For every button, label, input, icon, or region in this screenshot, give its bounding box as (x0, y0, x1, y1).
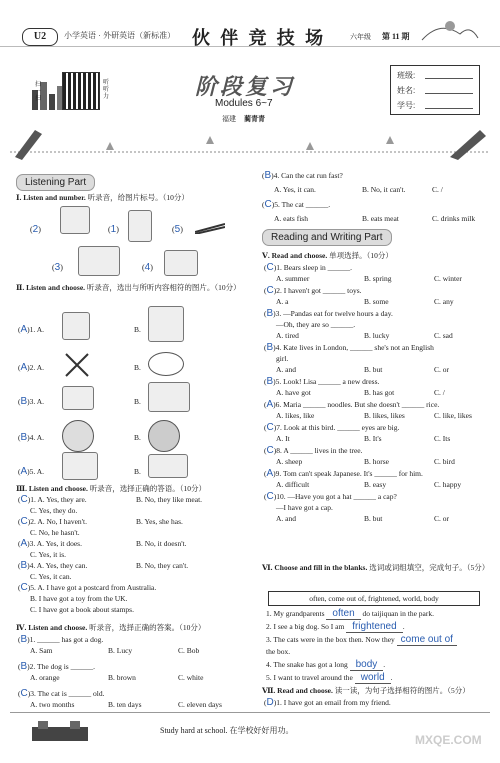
book-picture (128, 210, 152, 242)
id-label: 学号: (397, 101, 416, 110)
s2-heading: Ⅱ. Listen and choose. 听录音，选出与所听内容相符的图片。（10分） (16, 283, 241, 292)
s2-item-4-b: B. (134, 433, 141, 442)
s6-item-3-line2: the box. (266, 647, 291, 656)
s4-list (18, 634, 248, 710)
s5-item-3: (B)3. —Pandas eat for twelve hours a day. (264, 308, 393, 319)
s5-item-3-opts: A. tired B. lucky C. sad (276, 331, 453, 340)
author-place: 福建 (222, 115, 236, 123)
s3-item-4-c: C. Yes, it can. (30, 572, 72, 581)
name-label: 姓名: (397, 86, 416, 95)
s2-item-5-b: B. (134, 467, 141, 476)
s1-answer-4: (3) (52, 262, 63, 273)
s3-item-2-c: C. No, he hasn't. (30, 528, 80, 537)
qr-code[interactable] (62, 72, 100, 110)
boy-picture (78, 246, 120, 276)
author-name: 蔺青青 (244, 115, 265, 123)
qr-right-label: 听听力 (103, 80, 110, 100)
cd-picture-a (62, 420, 94, 452)
s5-item-1-opts: A. summer B. spring C. winter (276, 274, 462, 283)
s5-item-5-opts: A. have got B. has got C. / (276, 388, 445, 397)
s5-item-4-line2: girl. (276, 354, 289, 363)
class-field[interactable] (425, 78, 473, 79)
s1-answer-5: (4) (142, 262, 153, 273)
s2-item-3: (B)3. A. (18, 396, 45, 407)
s5-block (262, 250, 490, 261)
s2-item-5: (A)5. A. (18, 466, 45, 477)
unit-badge: U2 (22, 28, 58, 46)
s5-heading: Ⅴ. Read and choose. 单项选择。（10分） (262, 251, 393, 260)
s3-item-4-row: (B)4. A. Yes, they can. B. No, they can't. (18, 560, 189, 571)
s4-item-1: (B)1. ______ has got a dog. (18, 634, 104, 645)
s2-item-1: (A)1. A. (18, 324, 45, 335)
s2-item-2: (A)2. A. (18, 362, 45, 373)
koala-picture (148, 306, 184, 342)
id-field[interactable] (425, 108, 473, 109)
s5-item-9-opts: A. difficult B. easy C. happy (276, 480, 462, 489)
s7-heading: Ⅶ. Read and choose. 读一读，为句子选择相符的图片。（5分） (262, 686, 470, 695)
name-field[interactable] (425, 93, 473, 94)
s3-item-1-row: (C)1. A. Yes, they are. B. No, they like meat. (18, 494, 203, 505)
class-label: 班级: (397, 71, 416, 80)
s3-item-5-c: C. I have got a book about stamps. (30, 605, 134, 614)
watermark: MXQE.COM (415, 733, 482, 747)
s6-item-1: 1. My grandparents often do taijiquan in the park. (266, 608, 434, 619)
page-footer (10, 712, 490, 753)
s5-item-8: (C)8. A ______ lives in the tree. (264, 445, 363, 456)
s7-item-1: (D)1. I have got an email from my friend. (264, 697, 391, 708)
knife-fork-picture (62, 350, 92, 380)
s5-item-6-opts: A. likes, like B. likes, likes C. like, likes (276, 411, 472, 420)
chopsticks-picture (195, 222, 225, 234)
school-icon (30, 719, 90, 743)
plate-picture (148, 352, 184, 376)
s4-item-3-opts: A. two months B. ten days C. eleven days (30, 700, 222, 709)
word-bank: often, come out of, frightened, world, body (268, 591, 480, 606)
s1-answer-3: (5) (172, 224, 183, 235)
l5-question: (C)5. The cat ______. (262, 199, 331, 210)
s5-item-4-opts: A. and B. but C. or (276, 365, 449, 374)
s4-item-2-opts: A. orange B. brown C. white (30, 673, 204, 682)
issue-label: 第 11 期 (382, 32, 410, 41)
elephant-picture (62, 452, 98, 480)
s5-item-5: (B)5. Look! Lisa ______ a new dress. (264, 376, 380, 387)
s3-item-3-row: (A)3. A. Yes, it does. B. No, it doesn't. (18, 538, 187, 549)
section-title: 阶段复习 (195, 75, 296, 100)
decor-illustration (420, 14, 480, 42)
s5-list (264, 262, 490, 525)
right-column (262, 170, 490, 224)
s5-item-2-opts: A. a B. some C. any (276, 297, 454, 306)
chameleon-picture (62, 312, 90, 340)
cd-picture-b (148, 420, 180, 452)
s5-item-10-line2: —I have got a cap. (276, 503, 333, 512)
postcard-picture (164, 250, 198, 276)
s5-item-4: (B)4. Kate lives in London, ______ she's not an English (264, 342, 434, 353)
s4-item-2: (B)2. The dog is ______. (18, 661, 95, 672)
s1-answer-2: (1) (108, 224, 119, 235)
s6-item-2: 2. I see a big dog. So I am frightened . (266, 621, 405, 632)
l4-options: A. Yes, it can. B. No, it can't. C. / (274, 185, 443, 194)
s3-item-3-c: C. Yes, it is. (30, 550, 67, 559)
s5-item-1: (C)1. Bears sleep in ______. (264, 262, 353, 273)
s2-item-4: (B)4. A. (18, 432, 45, 443)
l5-options: A. eats fish B. eats meat C. drinks milk (274, 214, 476, 223)
s3-item-5-b: B. I have got a toy from the UK. (30, 594, 128, 603)
page-header (0, 0, 500, 47)
decor-band (10, 122, 490, 162)
qr-left-label: 扫一扫 (35, 82, 42, 102)
student-info-box (390, 65, 480, 115)
footer-motto: Study hard at school. 在学校好好用功。 (160, 726, 294, 735)
s1-heading: Ⅰ. Listen and number. 听录音，给图片标号。（10分） (16, 193, 189, 202)
s5-item-10-opts: A. and B. but C. or (276, 514, 449, 523)
s6-item-5: 5. I want to travel around the world . (266, 672, 393, 683)
grade-label: 六年级 (350, 33, 371, 41)
s2-item-3-b: B. (134, 397, 141, 406)
s4-item-3: (C)3. The cat is ______ old. (18, 688, 105, 699)
modules-subtitle: Modules 6~7 (215, 98, 273, 109)
s5-item-8-opts: A. sheep B. horse C. bird (276, 457, 455, 466)
s4-item-1-opts: A. Sam B. Lucy C. Bob (30, 646, 200, 655)
cows-picture (60, 206, 90, 234)
reading-writing-tab: Reading and Writing Part (262, 229, 392, 246)
s6-item-3: 3. The cats were in the box then. Now they come out of (266, 634, 490, 645)
s6-list (266, 608, 490, 683)
s5-item-3-line2: —Oh, they are so ______. (276, 320, 356, 329)
s5-item-7: (C)7. Look at this bird. ______ eyes are big. (264, 422, 400, 433)
bird-picture (62, 386, 94, 410)
s4-heading: Ⅳ. Listen and choose. 听录音，选择正确的答案。（10分） (16, 623, 206, 632)
s6-heading: Ⅵ. Choose and fill in the blanks. 选词或词组填空，完成句子。（5分） (262, 563, 490, 572)
listening-tab: Listening Part (16, 174, 95, 191)
parrot-picture (148, 382, 190, 412)
brand-title: 伙 伴 竞 技 场 (192, 28, 326, 49)
s5-item-9: (A)9. Tom can't speak Japanese. It's ______ for him. (264, 468, 423, 479)
s3-item-5-a: (C)5. A. I have got a postcard from Australia. (18, 582, 157, 593)
l4-question: (B)4. Can the cat run fast? (262, 170, 343, 181)
s5-item-7-opts: A. It B. It's C. Its (276, 434, 451, 443)
s3-item-2-row: (C)2. A. No, I haven't. B. Yes, she has. (18, 516, 183, 527)
s1-answer-1: (2) (30, 224, 41, 235)
s3-heading: Ⅲ. Listen and choose. 听录音，选择正确的答语。（10分） (16, 484, 206, 493)
s2-item-2-b: B. (134, 363, 141, 372)
s3-list (18, 494, 248, 615)
s3-item-1-c: C. Yes, they do. (30, 506, 78, 515)
s5-item-2: (C)2. I haven't got ______ toys. (264, 285, 362, 296)
series-label: 小学英语 · 外研英语（新标准） (64, 31, 176, 40)
s2-item-1-b: B. (134, 325, 141, 334)
shark-picture (148, 454, 188, 478)
s5-item-10: (C)10. —Have you got a hat ______ a cap? (264, 491, 397, 502)
s6-item-4: 4. The snake has got a long body . (266, 659, 386, 670)
s5-item-6: (A)6. Maria ______ noodles. But she doesn't ______ rice. (264, 399, 440, 410)
